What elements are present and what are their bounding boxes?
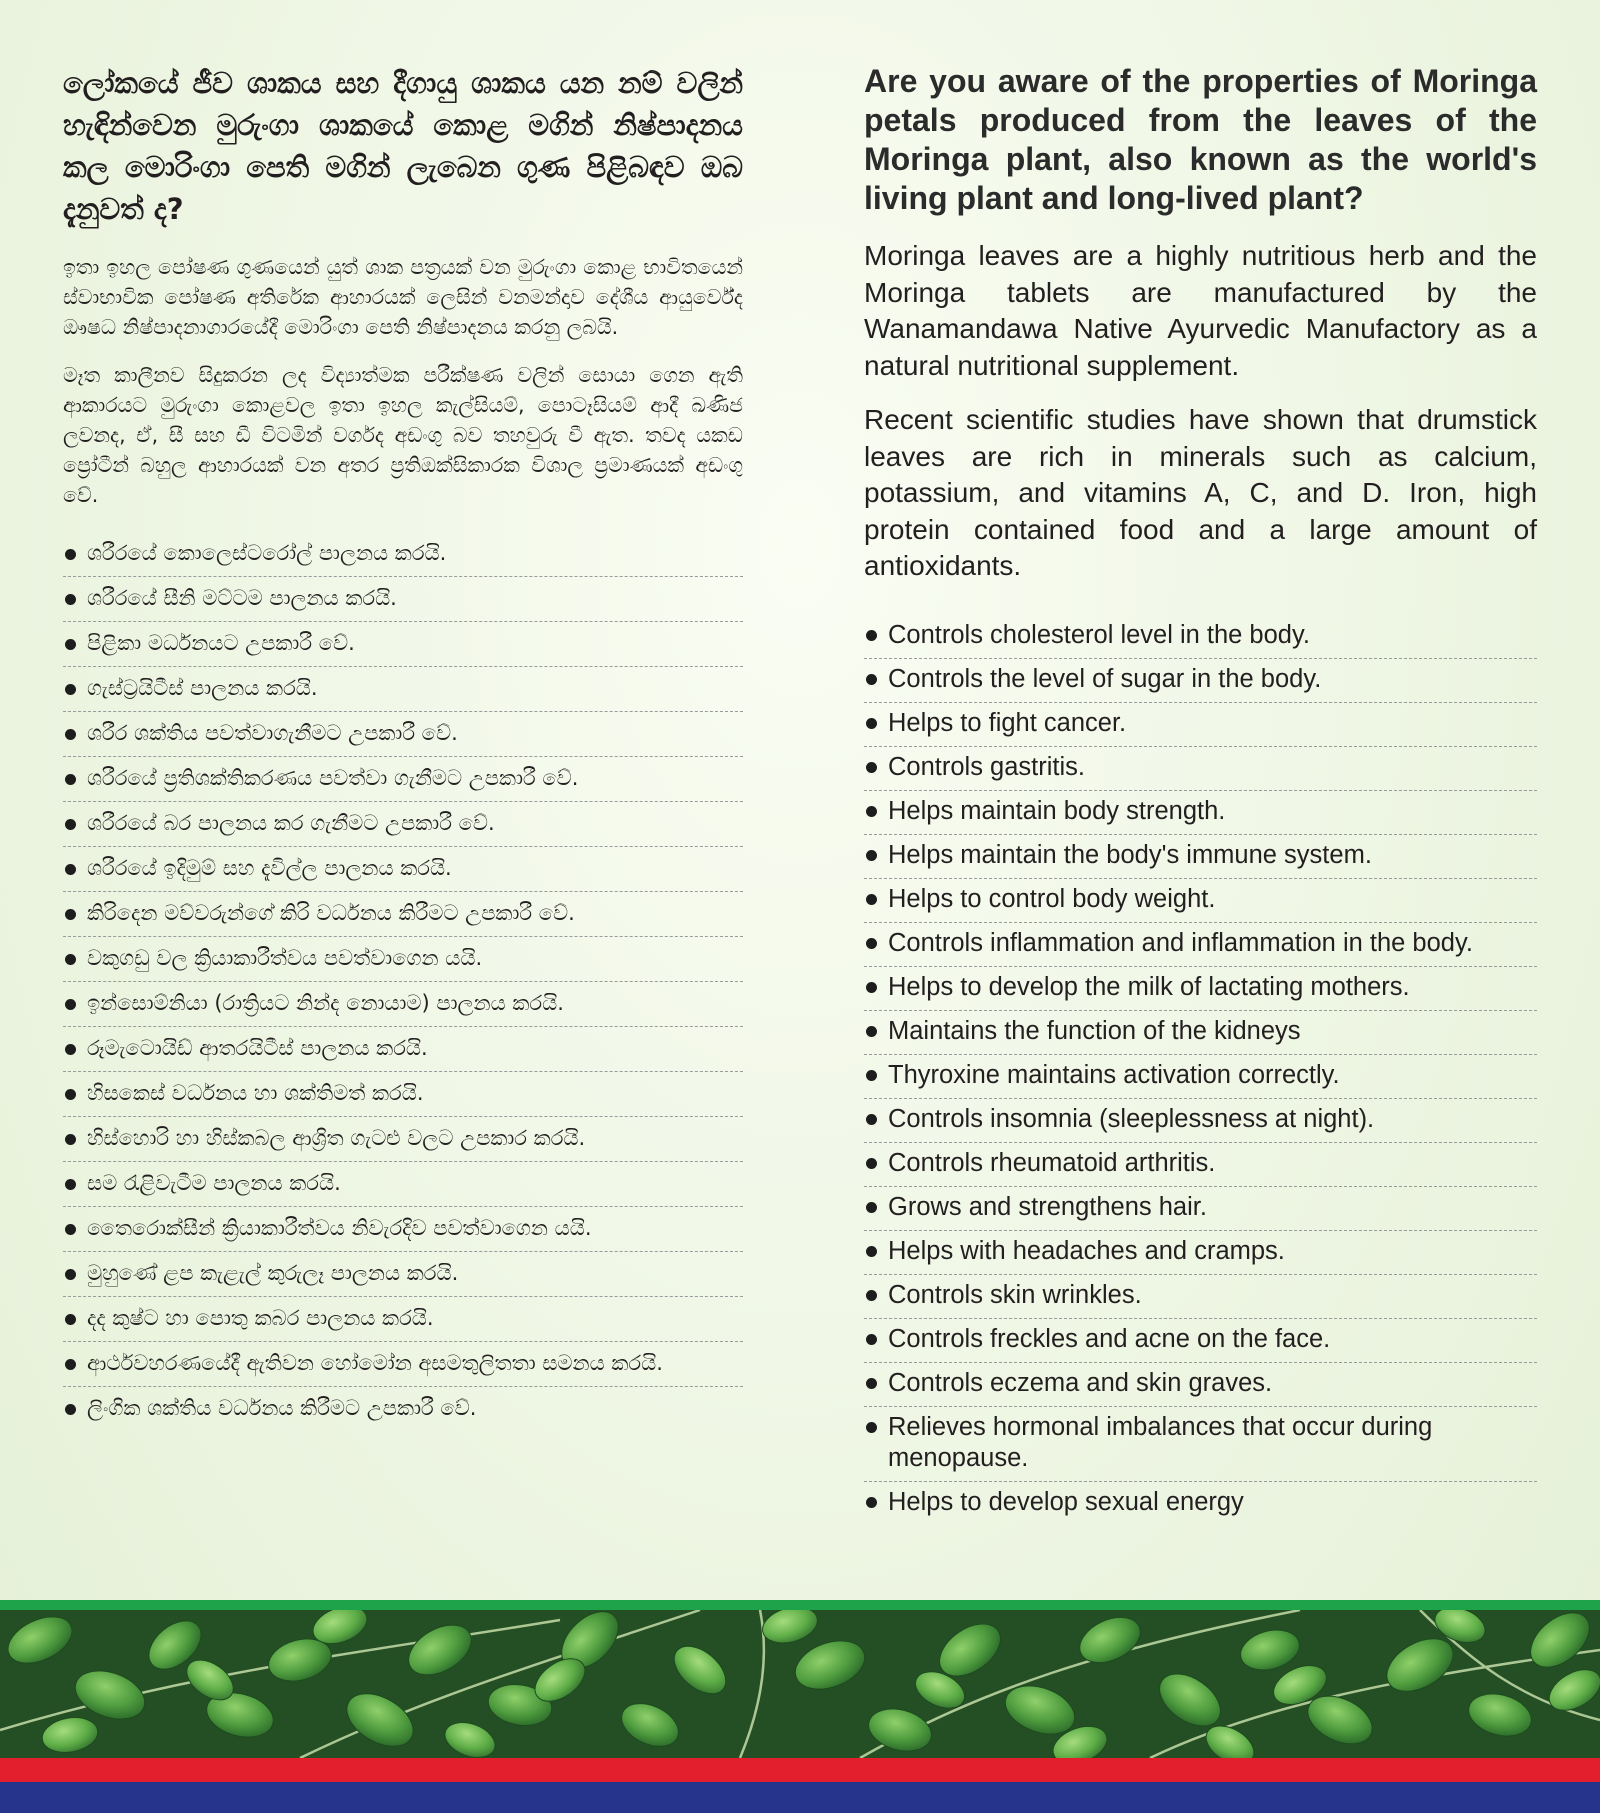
list-item: Controls the level of sugar in the body. [864,659,1537,703]
list-item: ශරීරයේ බර පාලනය කර ගැනීමට උපකාරී වේ. [63,802,743,847]
list-item: Controls insomnia (sleeplessness at night). [864,1099,1537,1143]
bullet-icon [866,1158,877,1169]
list-item: වකුගඩු වල ක්‍රියාකාරීත්වය පවත්වාගෙන යයි. [63,937,743,982]
list-item: Controls cholesterol level in the body. [864,615,1537,659]
bullet-icon [65,1134,76,1145]
list-item: Helps to control body weight. [864,879,1537,923]
list-item: ලිංගික ශක්තිය වර්ධනය කිරීමට උපකාරී වේ. [63,1387,743,1431]
bullet-icon [866,1290,877,1301]
blue-stripe [0,1782,1600,1813]
bullet-icon [866,850,877,861]
list-item: Helps to develop the milk of lactating mothers. [864,967,1537,1011]
bullet-icon [866,1246,877,1257]
list-item: Controls eczema and skin graves. [864,1363,1537,1407]
bullet-icon [866,674,877,685]
sinhala-benefits-list [63,532,743,1431]
bullet-icon [65,1314,76,1325]
bullet-icon [866,630,877,641]
list-item: Controls inflammation and inflammation in the body. [864,923,1537,967]
sinhala-column [63,62,743,1431]
bullet-icon [866,982,877,993]
list-item: රූමැටොයිඩ් ආතරයිටීස් පාලනය කරයි. [63,1027,743,1072]
list-item: ශරීරයේ කොලෙස්ටරෝල් පාලනය කරයි. [63,532,743,577]
english-heading: Are you aware of the properties of Moringa petals produced from the leaves of the Moringa plant, also known as the world's living plant and long-lived plant? [864,63,1537,216]
list-item: තෛරොක්සීන් ක්‍රියාකාරීත්වය නිවැරදිව පවත්වාගෙන යයි. [63,1207,743,1252]
bullet-icon [65,1404,76,1415]
list-item: Maintains the function of the kidneys [864,1011,1537,1055]
list-item: ගැස්ට්‍රයිටීස් පාලනය කරයි. [63,667,743,712]
sinhala-heading: ලෝකයේ ජීව ශාකය සහ දීගායු ශාකය යන නම් වලින් හැඳින්වෙන මුරුංගා ශාකයේ කොළ මගින් නිෂ්පාදනය කල මොරිංගා පෙති මගින් ලැබෙන ගුණ පිළිබඳව ඔබ දැනුවත් ද? [63,66,743,226]
bullet-icon [866,1202,877,1213]
moringa-leaves-illustration [0,1610,1600,1758]
bullet-icon [65,729,76,740]
bullet-icon [65,1269,76,1280]
list-item: මුහුණේ ළප කැළැල් කුරුලෑ පාලනය කරයි. [63,1252,743,1297]
english-column [864,62,1537,1525]
list-item: Helps with headaches and cramps. [864,1231,1537,1275]
bullet-icon [65,909,76,920]
list-item: Controls freckles and acne on the face. [864,1319,1537,1363]
bullet-icon [65,1044,76,1055]
list-item: Thyroxine maintains activation correctly. [864,1055,1537,1099]
bullet-icon [65,819,76,830]
bullet-icon [866,1114,877,1125]
bullet-icon [866,806,877,817]
bullet-icon [65,639,76,650]
english-intro-paragraph: Moringa leaves are a highly nutritious herb and the Moringa tablets are manufactured by the Wanamandawa Native Ayurvedic Manufactory as a natural nutritional supplement. [864,240,1537,381]
bullet-icon [866,1070,877,1081]
list-item: Controls skin wrinkles. [864,1275,1537,1319]
green-stripe [0,1600,1600,1610]
sinhala-research-paragraph: මෑත කාලීනව සිදුකරන ලද විද්‍යාත්මක පරීක්ෂණ වලින් සොයා ගෙන ඇති ආකාරයට මුරුංගා කොළවල ඉතා ඉහල කැල්සියම්, පොටෑසියම් ආදී ඛණිජ ලවනද, ඒ, සී සහ ඩී විටමින් වර්ගද අඩංගු බව තහවුරු වී ඇත. තවද යකඩ ප්‍රෝටීන් බහුල ආහාරයක් වන අතර ප්‍රතිඔක්සිකාරක විශාල ප්‍රමාණයක් අඩංගු වේ. [63,363,743,507]
bullet-icon [65,1359,76,1370]
sinhala-intro-paragraph: ඉතා ඉහල පෝෂණ ගුණයෙන් යුත් ශාක පත්‍රයක් වන මුරුංගා කොළ භාවිතයෙන් ස්වාභාවික පෝෂණ අතිරේක ආහාරයක් ලෙසින් වනමන්දාව දේශීය ආයුර්වේද ඖෂධ නිෂ්පාදනාගාරයේදී මොරිංගා පෙති නිෂ්පාදනය කරනු ලබයි. [63,255,743,339]
bullet-icon [65,864,76,875]
list-item: Helps maintain the body's immune system. [864,835,1537,879]
list-item: Grows and strengthens hair. [864,1187,1537,1231]
bullet-icon [65,549,76,560]
bullet-icon [866,1026,877,1037]
bullet-icon [65,594,76,605]
bullet-icon [65,1179,76,1190]
bullet-icon [866,938,877,949]
list-item: ඉන්සොම්නියා (රාත්‍රියට නින්ද නොයාම) පාලනය කරයි. [63,982,743,1027]
list-item: හිසකෙස් වර්ධනය හා ශක්තිමත් කරයි. [63,1072,743,1117]
list-item: පිළිකා මර්ධනයට උපකාරී වේ. [63,622,743,667]
list-item: ශරීරයේ සීනි මට්ටම පාලනය කරයි. [63,577,743,622]
list-item: කිරිදෙන මව්වරුන්ගේ කිරි වර්ධනය කිරීමට උපකාරී වේ. [63,892,743,937]
list-item: ආර්ථවහරණයේදී ඇතිවන හෝමෝන අසමතුලිතතා සමනය කරයි. [63,1342,743,1387]
english-research-paragraph: Recent scientific studies have shown that drumstick leaves are rich in minerals such as calcium, potassium, and vitamins A, C, and D. Iron, high protein contained food and a large amount of antioxidants. [864,404,1537,581]
bullet-icon [866,1378,877,1389]
list-item: ශරීර ශක්තිය පවත්වාගැනීමට උපකාරී වේ. [63,712,743,757]
bullet-icon [65,684,76,695]
bullet-icon [65,999,76,1010]
bullet-icon [866,894,877,905]
list-item: දද කුෂ්ට හා පොතු කබර පාලනය කරයි. [63,1297,743,1342]
bullet-icon [65,774,76,785]
english-benefits-list [864,615,1537,1525]
bullet-icon [866,762,877,773]
bullet-icon [65,1224,76,1235]
bullet-icon [65,1089,76,1100]
red-stripe [0,1758,1600,1782]
list-item: සම රැළිවැටීම පාලනය කරයි. [63,1162,743,1207]
list-item: Relieves hormonal imbalances that occur during menopause. [864,1407,1537,1482]
bullet-icon [866,1422,877,1433]
list-item: Helps maintain body strength. [864,791,1537,835]
bullet-icon [866,1334,877,1345]
bullet-icon [65,954,76,965]
moringa-leaves-banner [0,1610,1600,1758]
list-item: ශරීරයේ ප්‍රතිශක්තිකරණය පවත්වා ගැනීමට උපකාරී වේ. [63,757,743,802]
bullet-icon [866,718,877,729]
list-item: Controls gastritis. [864,747,1537,791]
list-item: ශරීරයේ ඉදිමුම් සහ දැවිල්ල පාලනය කරයි. [63,847,743,892]
list-item: Controls rheumatoid arthritis. [864,1143,1537,1187]
bullet-icon [866,1497,877,1508]
list-item: හිස්හොරි හා හිස්කබල ආශ්‍රිත ගැටළු වලට උපකාර කරයි. [63,1117,743,1162]
list-item: Helps to fight cancer. [864,703,1537,747]
list-item: Helps to develop sexual energy [864,1482,1537,1525]
